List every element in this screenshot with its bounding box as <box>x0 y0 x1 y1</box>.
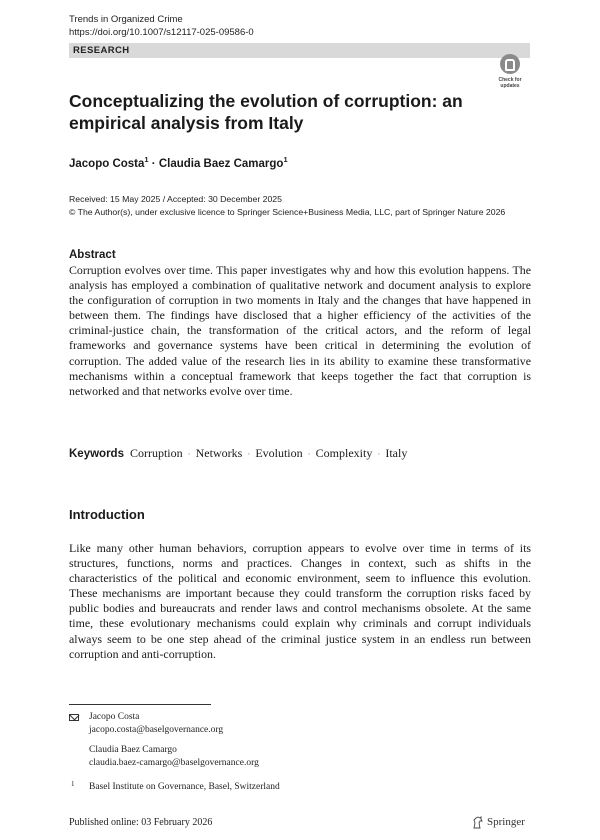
contact-name: Jacopo Costa <box>89 712 140 722</box>
check-updates-icon <box>500 54 520 74</box>
introduction-text: Like many other human behaviors, corruption appears to evolve over time in terms of its structures, functions, norms and practices. Changes in context, such as shifts in the characteristics of the political and economic environment, seem to influence this evolution. These mechanisms are important because they could transform the corruption risks faced by public bodies and bureaucrats and render laws and control mechanisms obsolete. At the same time, these evolutionary mechanisms could explain why criminals and corrupt individuals always seem to be one step ahead of the criminal justice system in an endless run between corruption and anti-corruption. <box>69 541 531 661</box>
published-date: Published online: 03 February 2026 <box>69 817 213 828</box>
check-for-updates-badge[interactable] <box>491 52 529 96</box>
badge-caption-2: updates <box>500 83 520 89</box>
keyword: Networks <box>195 446 243 460</box>
springer-horse-icon <box>472 816 484 829</box>
affiliation-marker: 1 <box>283 155 288 164</box>
envelope-icon <box>69 714 79 721</box>
keyword-separator: · <box>307 449 311 459</box>
doi-link[interactable]: https://doi.org/10.1007/s12117-025-09586-0 <box>69 27 254 38</box>
publisher-name: Springer <box>487 816 525 828</box>
footnote-divider <box>69 704 211 705</box>
author-name[interactable]: Claudia Baez Camargo <box>158 157 284 170</box>
keyword-separator: · <box>247 449 251 459</box>
affiliation-text: Basel Institute on Governance, Basel, Switzerland <box>89 782 280 792</box>
keyword: Evolution <box>255 446 303 460</box>
keyword: Corruption <box>129 446 183 460</box>
author-name[interactable]: Jacopo Costa <box>69 157 145 170</box>
introduction-heading: Introduction <box>69 507 145 522</box>
keywords-line <box>69 446 407 462</box>
author-separator: · <box>148 157 159 170</box>
abstract-heading: Abstract <box>69 249 116 261</box>
keyword: Complexity <box>315 446 373 460</box>
keyword: Italy <box>385 446 408 460</box>
affiliation-number: 1 <box>71 780 75 788</box>
contact-email[interactable]: claudia.baez-camargo@baselgovernance.org <box>89 758 259 768</box>
received-accepted-dates: Received: 15 May 2025 / Accepted: 30 December 2025 <box>69 194 282 204</box>
author-list <box>69 152 288 172</box>
article-title: Conceptualizing the evolution of corruption: an empirical analysis from Italy <box>69 91 463 133</box>
journal-name: Trends in Organized Crime <box>69 14 183 25</box>
abstract-text: Corruption evolves over time. This paper investigates why and how this evolution happens. The analysis has employed a combination of qualitative network and document analysis to explore the configuration of corruption in two moments in Italy and the changes that have happened in between them. The findings have disclosed that a higher efficiency of the activities of the criminal-justice chain, the transformation of the critical actors, and the reform of legal frameworks and governance systems have been critical in determining the evolution of corruption. The added value of the research lies in its ability to examine these transformative mechanisms within a conceptual framework that keeps together the fact that corruption is networked and that networks evolve over time. <box>69 263 531 398</box>
keywords-label: Keywords <box>69 448 124 460</box>
keyword-separator: · <box>187 449 191 459</box>
affiliation-marker: 1 <box>144 155 149 164</box>
contact-name: Claudia Baez Camargo <box>89 745 177 755</box>
contact-email[interactable]: jacopo.costa@baselgovernance.org <box>89 725 224 735</box>
section-label: RESEARCH <box>73 45 130 56</box>
badge-caption-1: Check for <box>498 77 522 83</box>
keyword-separator: · <box>377 449 381 459</box>
copyright-notice: © The Author(s), under exclusive licence to Springer Science+Business Media, LLC, part of Springer Nature 2026 <box>69 207 506 217</box>
section-banner <box>69 43 530 58</box>
